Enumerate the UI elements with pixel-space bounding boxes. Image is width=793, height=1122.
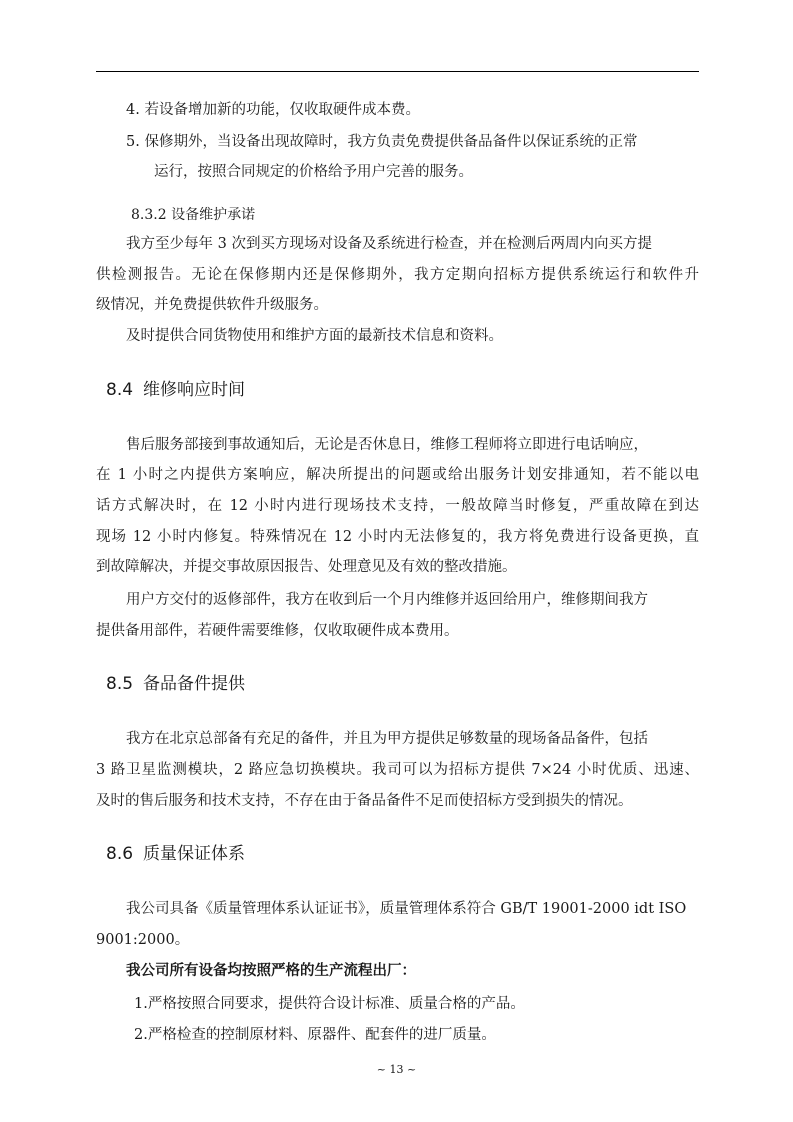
bold-statement: 我公司所有设备均按照严格的生产流程出厂： xyxy=(126,962,416,979)
paragraph-line: 话方式解决时，在 12 小时内进行现场技术支持，一般故障当时修复，严重故障在到达 xyxy=(96,498,699,514)
paragraph-line: 现场 12 小时内修复。特殊情况在 12 小时内无法修复的，我方将免费进行设备更换，直 xyxy=(96,529,699,545)
section-heading-8-4 xyxy=(106,379,245,401)
paragraph-line: 及时的售后服务和技术支持，不存在由于备品备件不足而使招标方受到损失的情况。 xyxy=(96,793,633,809)
section-heading-8-5 xyxy=(106,673,245,695)
page-number: ~ 13 ~ xyxy=(376,1063,417,1076)
paragraph-line: 我方至少每年 3 次到买方现场对设备及系统进行检查，并在检测后两周内向买方提 xyxy=(126,236,652,252)
section-number: 8.4 xyxy=(106,380,134,400)
section-number: 8.5 xyxy=(106,674,134,694)
paragraph-line: 在 1 小时之内提供方案响应，解决所提出的问题或给出服务计划安排通知，若不能以电 xyxy=(96,467,699,483)
paragraph-line: 用户方交付的返修部件，我方在收到后一个月内维修并返回给用户，维修期间我方 xyxy=(126,592,648,608)
list-item-4: 4. 若设备增加新的功能，仅收取硬件成本费。 xyxy=(126,102,420,118)
header-rule xyxy=(96,71,699,72)
paragraph-line: 售后服务部接到事故通知后，无论是否休息日，维修工程师将立即进行电话响应， xyxy=(126,437,648,453)
paragraph-line: 3 路卫星监测模块，2 路应急切换模块。我司可以为招标方提供 7×24 小时优质、迅速、 xyxy=(96,762,699,778)
section-number: 8.6 xyxy=(106,844,134,864)
section-title: 维修响应时间 xyxy=(143,380,245,400)
paragraph-line: 9001:2000。 xyxy=(96,932,190,948)
paragraph-line: 我方在北京总部备有充足的备件，并且为甲方提供足够数量的现场备品备件，包括 xyxy=(126,731,648,747)
list-item: 1.严格按照合同要求，提供符合设计标准、质量合格的产品。 xyxy=(134,996,525,1012)
section-title: 备品备件提供 xyxy=(143,674,245,694)
paragraph-line: 提供备用部件，若硬件需要维修，仅收取硬件成本费用。 xyxy=(96,623,459,639)
paragraph-line: 供检测报告。无论在保修期内还是保修期外，我方定期向招标方提供系统运行和软件升 xyxy=(96,267,699,283)
section-title: 质量保证体系 xyxy=(143,844,245,864)
paragraph-line: 我公司具备《质量管理体系认证证书》，质量管理体系符合 GB/T 19001-2000 idt ISO xyxy=(126,901,687,917)
paragraph-line: 及时提供合同货物使用和维护方面的最新技术信息和资料。 xyxy=(126,328,503,344)
list-item-5-line-2: 运行，按照合同规定的价格给予用户完善的服务。 xyxy=(154,164,473,180)
list-item-5-line-1: 5. 保修期外，当设备出现故障时，我方负责免费提供备品备件以保证系统的正常 xyxy=(126,134,638,150)
list-item: 2.严格检查的控制原材料、原器件、配套件的进厂质量。 xyxy=(134,1027,496,1043)
subsection-heading-8-3-2: 8.3.2 设备维护承诺 xyxy=(131,207,256,223)
section-heading-8-6 xyxy=(106,843,245,865)
paragraph-line: 级情况，并免费提供软件升级服务。 xyxy=(96,297,328,313)
paragraph-line: 到故障解决，并提交事故原因报告、处理意见及有效的整改措施。 xyxy=(96,559,517,575)
